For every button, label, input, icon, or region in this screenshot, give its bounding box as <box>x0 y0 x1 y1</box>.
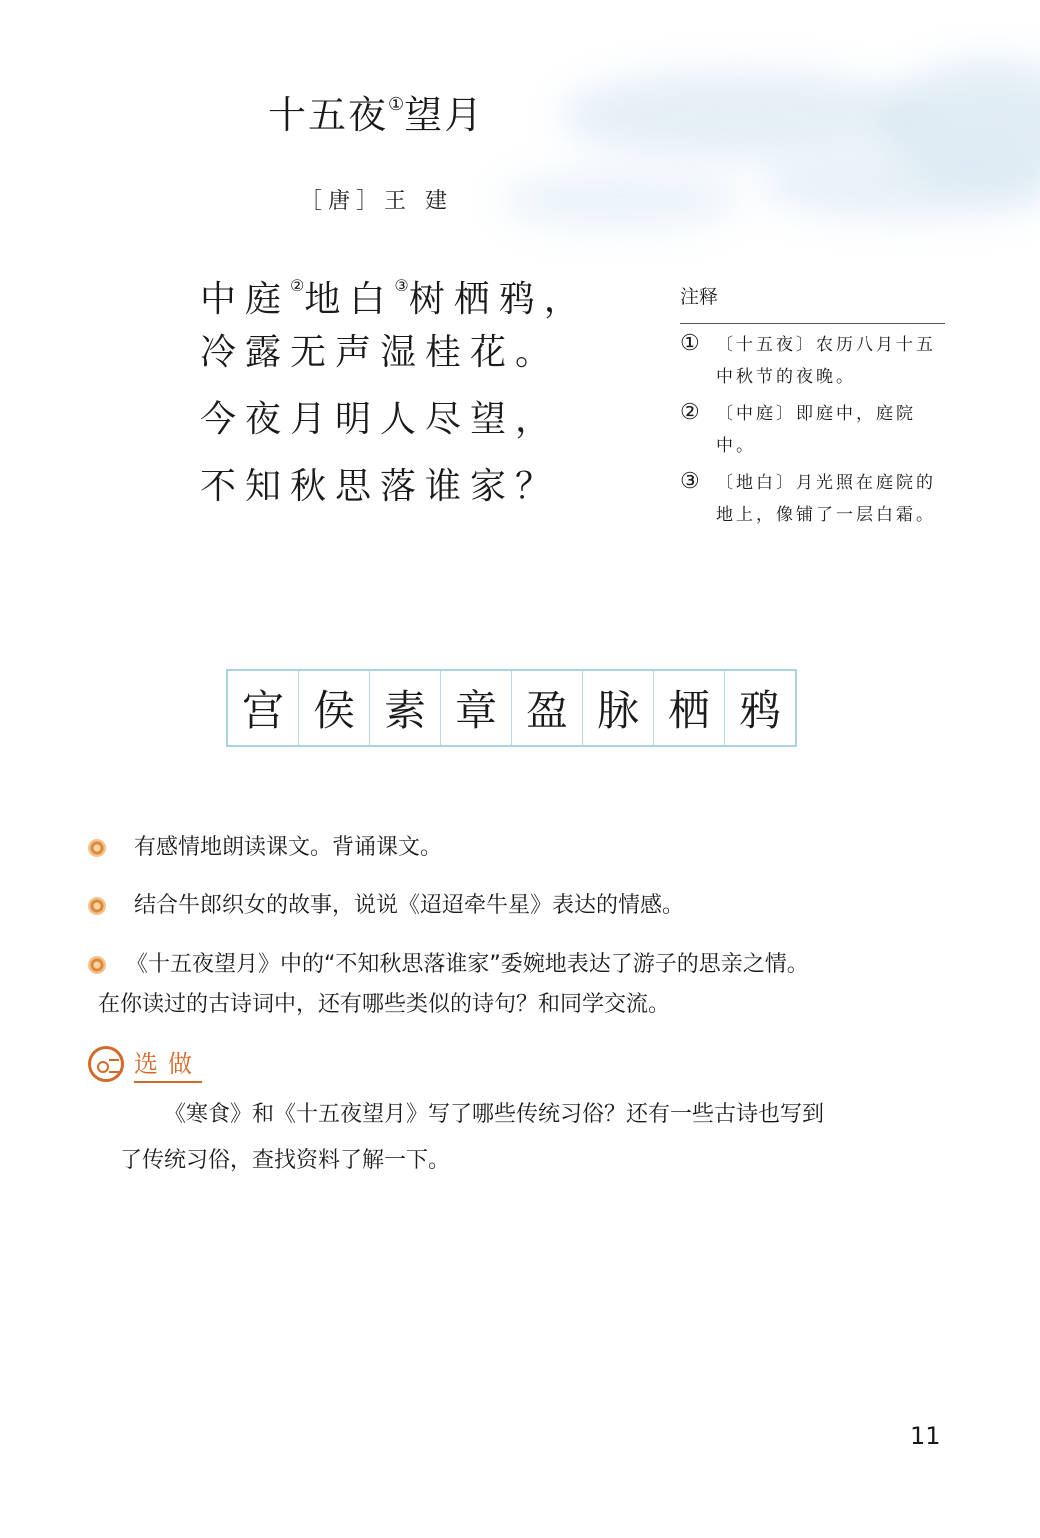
poem-text: 地白 <box>304 279 395 320</box>
exercise-item <box>88 945 809 1025</box>
character-grid <box>226 669 797 747</box>
poem-title <box>268 93 485 137</box>
optional-task-text <box>120 1092 960 1184</box>
optional-line: 了传统习俗，查找资料了解一下。 <box>120 1148 451 1173</box>
title-text: 望月 <box>404 93 485 137</box>
character-cell: 脉 <box>583 671 654 745</box>
optional-label: 选做 <box>134 1044 202 1083</box>
exercise-item <box>88 828 442 868</box>
exercise-text: 有感情地朗读课文。背诵课文。 <box>134 835 443 860</box>
exercise-text <box>88 952 809 1025</box>
annotation-number: ② <box>680 400 703 425</box>
footnote-marker: ③ <box>394 276 409 295</box>
poem-text: 中庭 <box>200 279 291 320</box>
annotation-text: 〔十五夜〕农历八月十五中秋节的夜晚。 <box>716 335 936 387</box>
annotation-item <box>680 397 945 462</box>
poem-line: 冷露无声湿桂花。 <box>200 332 561 373</box>
optional-line: 《寒食》和《十五夜望月》写了哪些传统习俗？还有一些古诗也写到 <box>164 1102 825 1127</box>
poem-author: ［唐］王 建 <box>300 189 453 214</box>
annotation-number: ③ <box>680 469 703 494</box>
character-cell: 鸦 <box>738 686 781 735</box>
poem-text: 树栖鸦， <box>408 279 589 320</box>
annotation-number: ① <box>680 331 703 356</box>
annotations-panel <box>680 282 945 531</box>
annotation-item <box>680 328 945 393</box>
exercise-text: 结合牛郎织女的故事，说说《迢迢牵牛星》表达的情感。 <box>134 893 685 918</box>
character-cell: 盈 <box>512 671 583 745</box>
sky-decoration <box>760 150 1040 220</box>
exercise-line: 在你读过的古诗词中，还有哪些类似的诗句？和同学交流。 <box>98 992 671 1017</box>
title-text: 十五夜 <box>268 93 389 137</box>
footnote-marker: ② <box>290 276 305 295</box>
character-cell: 素 <box>370 671 441 745</box>
sky-decoration <box>500 170 740 230</box>
page-number: 11 <box>910 1422 941 1450</box>
poem-body <box>200 262 589 530</box>
annotation-text: 〔中庭〕即庭中，庭院中。 <box>716 404 916 456</box>
annotation-item <box>680 466 945 531</box>
character-cell: 侯 <box>299 671 370 745</box>
exercise-line: 《十五夜望月》中的“不知秋思落谁家”委婉地表达了游子的思亲之情。 <box>126 952 809 977</box>
optional-task-icon <box>88 1046 124 1082</box>
exercise-item <box>88 886 684 926</box>
poem-line: 不知秋思落谁家？ <box>200 466 561 507</box>
footnote-marker: ① <box>388 94 405 115</box>
annotations-heading: 注释 <box>680 282 945 324</box>
poem-line: 今夜月明人尽望， <box>200 399 561 440</box>
character-cell: 章 <box>441 671 512 745</box>
sky-decoration <box>560 70 920 160</box>
character-cell: 宫 <box>228 671 299 745</box>
poem-line <box>200 262 589 329</box>
character-cell: 栖 <box>654 671 725 745</box>
flower-bullet-icon <box>88 839 106 857</box>
annotation-text: 〔地白〕月光照在庭院的地上，像铺了一层白霜。 <box>716 473 936 525</box>
flower-bullet-icon <box>88 897 106 915</box>
flower-bullet-icon <box>88 956 106 974</box>
optional-section-header <box>88 1044 202 1083</box>
